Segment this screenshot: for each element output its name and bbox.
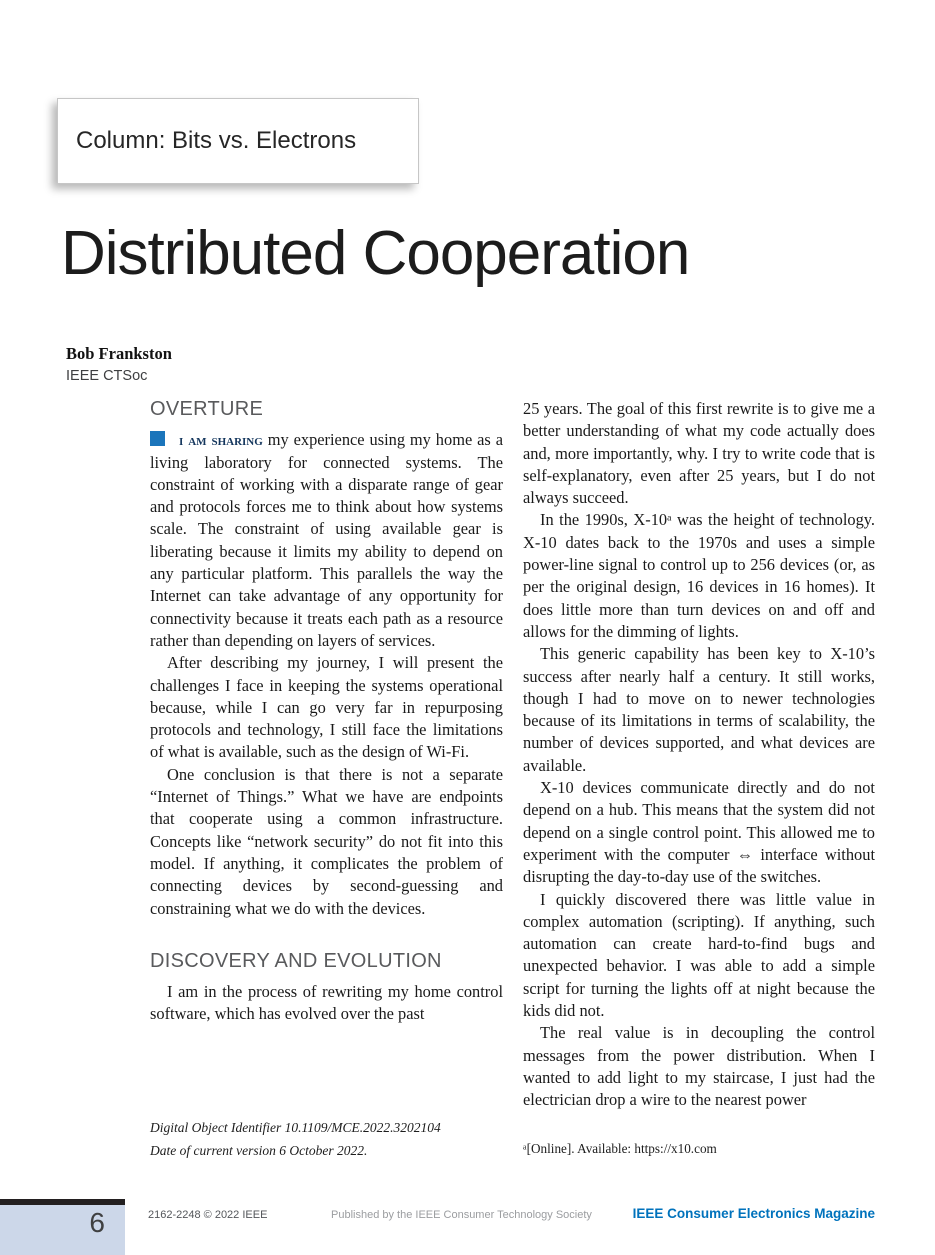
paragraph: One conclusion is that there is not a separate “Internet of Things.” What we have are endpoints that cooperate using a common infrastructure. Concepts like “network security” do not fit into this model. If anything, it complicates the problem of connecting devices by second-guessing and constraining what we do with the devices. bbox=[150, 764, 503, 918]
paragraph: This generic capability has been key to X-10’s success after nearly half a century. It still works, though I had to move on to newer technologies because of its limitations in terms of scalability, the number of devices supported, and what devices are available. bbox=[523, 644, 875, 775]
doi-line: Digital Object Identifier 10.1109/MCE.2022.3202104 bbox=[150, 1120, 441, 1135]
column-banner bbox=[57, 98, 419, 184]
article-title: Distributed Cooperation bbox=[61, 219, 690, 288]
version-date-line: Date of current version 6 October 2022. bbox=[150, 1143, 368, 1158]
page-number: 6 bbox=[89, 1207, 105, 1238]
footer-copyright: 2162-2248 © 2022 IEEE bbox=[148, 1209, 268, 1221]
section-heading-discovery: DISCOVERY AND EVOLUTION bbox=[150, 949, 442, 972]
footnote: ᵃ[Online]. Available: https://x10.com bbox=[523, 1141, 717, 1156]
right-column bbox=[523, 398, 875, 1112]
paragraph: After describing my journey, I will present the challenges I face in keeping the systems operational because, while I can go very far in repurposing protocols and technology, I still face the limitations of what is available, such as the design of Wi-Fi. bbox=[150, 653, 503, 762]
doi-block bbox=[150, 1116, 441, 1162]
lead-in-text: i am sharing bbox=[179, 430, 263, 450]
paragraph: I quickly discovered there was little value in complex automation (scripting). If anything, such automation can create hard-to-find bugs and unexpected behavior. I was able to add a simple script for turning the lights off at night because the kids did not. bbox=[523, 889, 875, 1021]
paragraph: I am in the process of rewriting my home control software, which has evolved over the past bbox=[150, 982, 503, 1024]
footer-magazine-name: IEEE Consumer Electronics Magazine bbox=[632, 1206, 875, 1221]
page-number-tab bbox=[0, 1205, 125, 1255]
author-affiliation: IEEE CTSoc bbox=[66, 368, 148, 384]
section-heading-overture: OVERTURE bbox=[150, 398, 264, 420]
author-name: Bob Frankston bbox=[66, 344, 172, 363]
paragraph: The real value is in decoupling the control messages from the power distribution. When I wanted to add light to my staircase, I just had the electrician drop a wire to the nearest power bbox=[523, 1023, 875, 1110]
lead-bullet-square-icon bbox=[150, 431, 165, 446]
author-block bbox=[66, 344, 172, 384]
paragraph: In the 1990s, X-10ᵃ was the height of technology. X-10 dates back to the 1970s and uses a simple power-line signal to control up to 256 devices (or, as per the original design, 16 devices in 16 homes). It does little more than turn devices on and off and allows for the dimming of lights. bbox=[523, 510, 875, 641]
paragraph: 25 years. The goal of this first rewrite is to give me a better understanding of what my code actually does and, more importantly, why. I try to write code that is self-explanatory, even after 25 years, but I do not always succeed. bbox=[523, 399, 875, 508]
left-column bbox=[150, 398, 503, 1026]
paragraph bbox=[150, 429, 503, 652]
paragraph: X-10 devices communicate directly and do not depend on a hub. This means that the system did not depend on a single control point. This allowed me to experiment with the computer ⇔ interface without disrupting the day-to-day use of the switches. bbox=[523, 778, 875, 887]
footer-published-by: Published by the IEEE Consumer Technology Society bbox=[331, 1209, 592, 1221]
column-banner-label: Column: Bits vs. Electrons bbox=[76, 127, 357, 154]
paragraph-text: my experience using my home as a living laboratory for connected systems. The constraint of working with a disparate range of gear and protocols forces me to think about how systems scale. The constraint of using available gear is liberating because it limits my ability to depend on any particular platform. This parallels the way the Internet can take advantage of any opportunity for connectivity because it treats each path as a resource rather than depending on layers of services. bbox=[150, 430, 503, 650]
